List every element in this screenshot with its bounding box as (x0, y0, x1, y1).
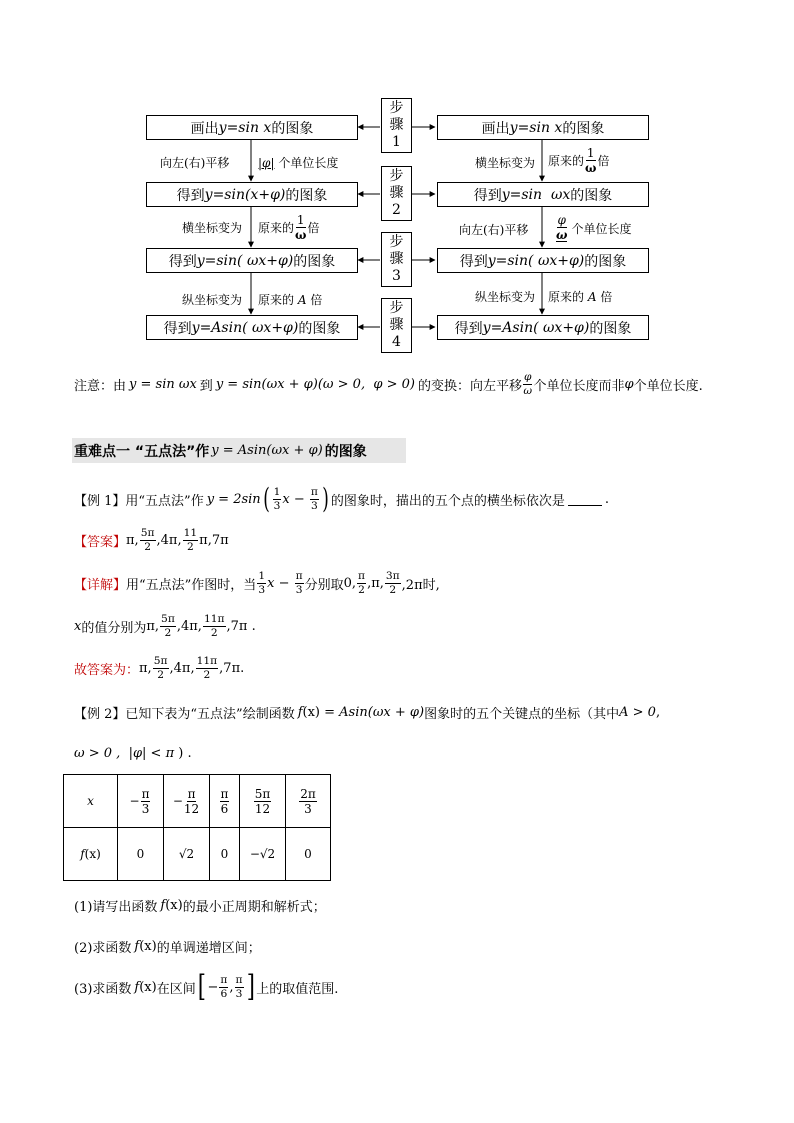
answer-blank[interactable] (568, 493, 602, 506)
right-label-1-left: 横坐标变为 (475, 156, 536, 170)
step-box-1: 步 骤 1 (381, 98, 412, 153)
x-values-line: x 的值分别为 π, $\frac{5\pi}{2}$ ,4π, $\frac{11\pi}{2}$ ,7π . (74, 611, 256, 639)
detail1-line: 【详解】 用“五点法”作图时，当 $\frac{1}{3}$ x − $\frac{\pi}{3}$ 分别取 0, $\frac{\pi}{2}$ ,π, $\frac{3\pi}{2}$ ,2π时, (74, 568, 440, 596)
left-label-2-left: 横坐标变为 (182, 221, 243, 235)
example2-question: 【例 2】 已知下表为“五点法”绘制函数 f (x) = Asin (ωx + φ) 图象时的五个关键点的坐标（其中 A > 0 , (74, 704, 661, 722)
table-head-x: x (64, 775, 118, 828)
table-cell-x-5: $\frac{2\pi}{3}$ (286, 775, 331, 828)
left-box-4: 得到 y=Asin( ωx+φ) 的图象 (146, 315, 358, 340)
left-box-3: 得到 y=sin( ωx+φ) 的图象 (146, 248, 358, 273)
left-box-1: 画出 y=sin x 的图象 (146, 115, 358, 140)
data-table (63, 774, 331, 881)
table-row-x (64, 775, 331, 828)
table-cell-f-1: 0 (118, 828, 164, 881)
left-label-1-right: |φ| 个单位长度 (258, 156, 339, 170)
answer1-line: 【答案】 π, $\frac{5\pi}{2}$ ,4π, $\frac{11}{2}$ π,7π (74, 525, 229, 553)
table-cell-x-2: − $\frac{\pi}{12}$ (164, 775, 210, 828)
table-cell-f-2: √2 (164, 828, 210, 881)
question-1: (1)请写出函数 f (x) 的最小正周期和解析式； (74, 897, 326, 915)
right-label-2-left: 向左(右)平移 (459, 223, 529, 237)
right-box-4: 得到 y=Asin( ωx+φ) 的图象 (437, 315, 649, 340)
section-title: 重难点一 “五点法”作 y = Asin(ωx + φ) 的图象 (72, 438, 406, 463)
right-box-2: 得到 y=sin ωx 的图象 (437, 182, 649, 207)
table-head-f: f(x) (64, 828, 118, 881)
right-label-2-right: $\frac{\varphi}{\omega}$ 个单位长度 (556, 213, 632, 242)
left-label-3-left: 纵坐标变为 (182, 293, 243, 307)
right-box-3: 得到 y=sin( ωx+φ) 的图象 (437, 248, 649, 273)
table-cell-f-4: −√2 (240, 828, 286, 881)
left-box-2: 得到 y=sin(x+φ) 的图象 (146, 182, 358, 207)
question-2: (2)求函数 f (x) 的单调递增区间； (74, 938, 261, 956)
step-box-4: 步 骤 4 (381, 298, 412, 353)
right-label-1-right: 原来的 $\frac{1}{\omega}$ 倍 (548, 146, 610, 175)
table-cell-x-4: $\frac{5\pi}{12}$ (240, 775, 286, 828)
question-3: (3)求函数 f (x) 在区间 [ − $\frac{\pi}{6}$ , $\frac{\pi}{3}$ ] 上的取值范围. (74, 969, 339, 1004)
table-cell-x-1: − $\frac{\pi}{3}$ (118, 775, 164, 828)
step-box-2: 步 骤 2 (381, 166, 412, 221)
table-cell-x-3: $\frac{\pi}{6}$ (210, 775, 240, 828)
example1-question: 【例 1】用“五点法”作 y = 2sin ( $\frac{1}{3}$ x − $\frac{\pi}{3}$ ) 的图象时，描出的五个点的横坐标依次是 . (74, 482, 610, 515)
right-label-3-right: 原来的 A 倍 (548, 290, 613, 304)
right-box-1: 画出 y=sin x 的图象 (437, 115, 649, 140)
note-line: 注意：由 y = sin ωx 到 y = sin(ωx + φ)(ω > 0, φ > 0) 的变换：向左平移 $\frac{\varphi}{\omega}$ 个单位长度而非 φ 个单位长度. (74, 369, 703, 397)
step-box-3: 步 骤 3 (381, 232, 412, 287)
example2-conditions: ω > 0 , |φ| < π ) . (74, 745, 192, 761)
right-label-3-left: 纵坐标变为 (475, 290, 536, 304)
left-label-3-right: 原来的 A 倍 (258, 293, 323, 307)
table-row-f (64, 828, 331, 881)
left-label-1-left: 向左(右)平移 (160, 156, 230, 170)
left-label-2-right: 原来的 $\frac{1}{\omega}$ 倍 (258, 213, 320, 242)
table-cell-f-3: 0 (210, 828, 240, 881)
answer-summary-line: 故答案为： π, $\frac{5\pi}{2}$ ,4π, $\frac{11\pi}{2}$ ,7π. (74, 653, 245, 681)
table-cell-f-5: 0 (286, 828, 331, 881)
